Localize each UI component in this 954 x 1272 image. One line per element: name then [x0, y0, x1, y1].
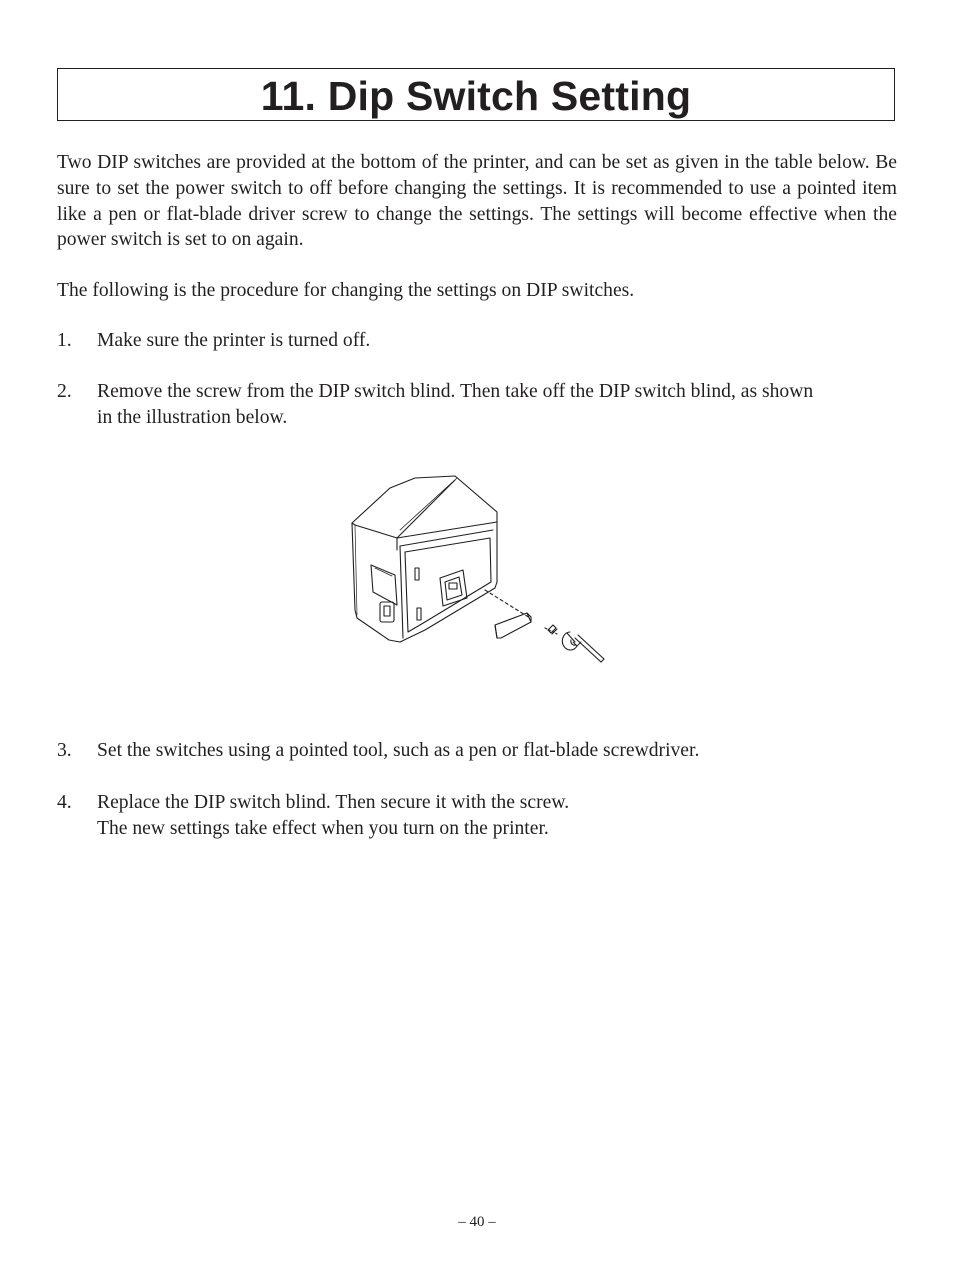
step-line: Make sure the printer is turned off. [97, 330, 371, 351]
page-number: – 40 – [458, 1214, 496, 1230]
step-line: The new settings take effect when you turn on the printer. [97, 817, 549, 839]
section-title-box [57, 68, 895, 121]
step-line: in the illustration below. [97, 406, 288, 428]
step-text [97, 790, 899, 842]
procedure-intro: The following is the procedure for changing the settings on DIP switches. [57, 280, 635, 301]
step-number: 4. [57, 792, 72, 813]
step-line: Replace the DIP switch blind. Then secure it with the screw. [97, 792, 570, 813]
step-number: 1. [57, 330, 72, 351]
step-text [97, 328, 899, 354]
step-text [97, 738, 899, 764]
page-title: 11. Dip Switch Setting [260, 73, 692, 119]
step-line: Remove the screw from the DIP switch blind. Then take off the DIP switch blind, as shown [97, 381, 814, 402]
step-number: 2. [57, 381, 72, 402]
step-number: 3. [57, 740, 72, 761]
intro-paragraph: Two DIP switches are provided at the bottom of the printer, and can be set as given in the table below. Be sure to set the power switch to off before changing the settings. It is recommended to use a pointed item like a pen or flat-blade driver screw to change the settings. The settings will become effective when the power switch is set to on again. [57, 152, 897, 251]
printer-dip-switch-illustration [345, 470, 610, 670]
step-text [97, 379, 899, 431]
step-line: Set the switches using a pointed tool, such as a pen or flat-blade screwdriver. [97, 740, 700, 761]
